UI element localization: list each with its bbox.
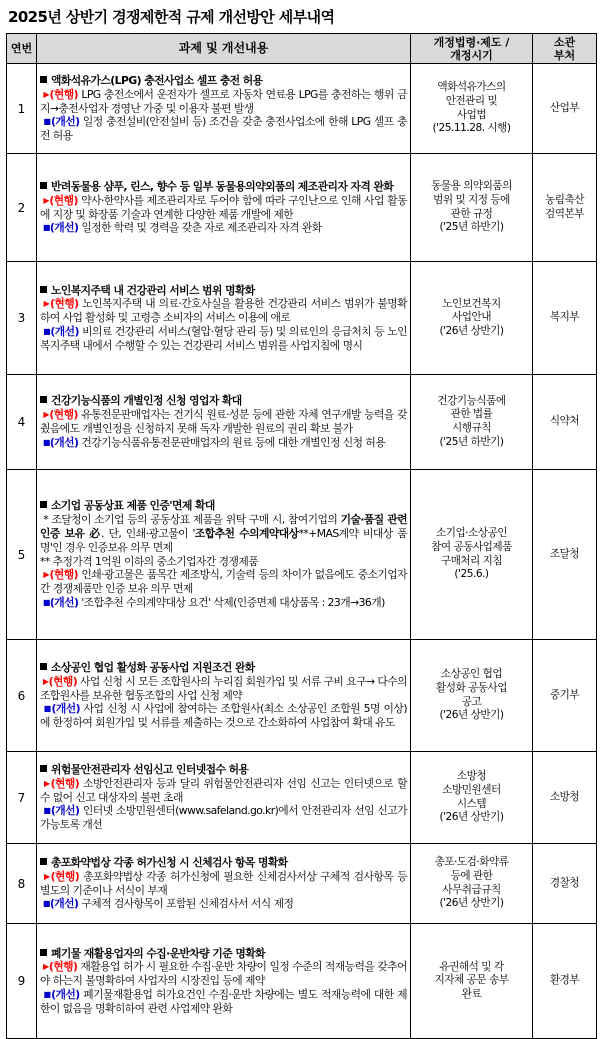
task-improve: ■(개선) 건강기능식품유통전문판매업자의 원료 등에 대한 개별인정 신청 허용 bbox=[42, 435, 386, 449]
square-bullet-icon: ■ bbox=[43, 806, 51, 816]
task-cell bbox=[37, 154, 411, 262]
table-row bbox=[7, 752, 597, 844]
dept-cell: 복지부 bbox=[533, 262, 597, 375]
task-current: ▶(현행) 약사·한약사를 제조관리자로 두어야 함에 따라 구인난으로 인해 사업 활동에 지장 및 화장품 기술과 연계한 다양한 제품 개발에 제한 bbox=[40, 193, 407, 221]
task-improve: ■(개선) '조합추천 수의계약대상 요건' 삭제(인증면제 대상품목 : 23개→36개) bbox=[42, 595, 385, 609]
table-row bbox=[7, 154, 597, 262]
table-row bbox=[7, 375, 597, 470]
law-cell: 건강기능식품에 관한 법률 시행규칙 ('25년 하반기) bbox=[411, 375, 533, 470]
header-dept: 소관 부처 bbox=[533, 34, 597, 64]
triangle-bullet-icon: ▶ bbox=[43, 962, 49, 972]
row-number: 7 bbox=[7, 752, 37, 844]
square-bullet-icon bbox=[40, 396, 47, 403]
task-current: ▶(현행) 인쇄·광고물은 품목간 제조방식, 기술력 등의 차이가 없음에도 중소기업자 간 경쟁제품만 인증 보유 의무 면제 bbox=[40, 568, 407, 596]
triangle-bullet-icon: ▶ bbox=[43, 570, 50, 580]
header-law: 개정법령·제도 / 개정시기 bbox=[411, 34, 533, 64]
task-title: 폐기물 재활용업자의 수집·운반차량 기준 명확화 bbox=[40, 947, 407, 961]
task-improve: ■(개선) 비의료 건강관리 서비스(혈압·혈당 관리 등) 및 의료인의 응급처치 등 노인복지주택 내에서 수행할 수 있는 건강관리 서비스 범위를 사업지침에 명시 bbox=[40, 324, 407, 352]
law-cell: 동물용 의약외품의 범위 및 지정 등에 관한 규정 ('25년 하반기) bbox=[411, 154, 533, 262]
square-bullet-icon bbox=[40, 182, 47, 189]
dept-cell: 산업부 bbox=[533, 64, 597, 154]
task-current: ▶(현행) 사업 신청 시 모든 조합원사의 누리집 회원가입 및 서류 구비 요구→ 다수의 조합원사를 보유한 협동조합의 사업 신청 제약 bbox=[40, 674, 408, 702]
row-number: 8 bbox=[7, 844, 37, 924]
square-bullet-icon: ■ bbox=[43, 117, 51, 127]
row-number: 3 bbox=[7, 262, 37, 375]
square-bullet-icon: ■ bbox=[43, 704, 52, 714]
task-improve: ■(개선) 사업 신청 시 사업에 참여하는 조합원사(최소 소상공인 조합원 5명 이상)에 한정하여 회원가입 및 서류를 제출하는 것으로 간소화하여 사업참여 확대 유도 bbox=[40, 702, 407, 730]
square-bullet-icon: ■ bbox=[42, 223, 50, 233]
task-note: * 조달청이 소기업 등의 공동상표 제품을 위탁 구매 시, 참여기업의 기술·품질 관련 인증 보유 必. 단, 인쇄·광고물이 '조합추천 수의계약대상**+MAS계약 비대상 품명'인 경우 인증보유 의무 면제 bbox=[40, 513, 407, 554]
task-cell bbox=[37, 64, 411, 154]
table-row bbox=[7, 640, 597, 752]
square-bullet-icon: ■ bbox=[43, 989, 52, 999]
dept-cell: 농림축산 검역본부 bbox=[533, 154, 597, 262]
triangle-bullet-icon: ▶ bbox=[43, 89, 50, 99]
square-bullet-icon: ■ bbox=[43, 326, 51, 336]
square-bullet-icon bbox=[40, 765, 47, 772]
triangle-bullet-icon: ▶ bbox=[43, 195, 50, 205]
dept-cell: 소방청 bbox=[533, 752, 597, 844]
square-bullet-icon: ■ bbox=[42, 437, 50, 447]
task-title: 건강기능식품의 개별인정 신청 영업자 확대 bbox=[40, 394, 407, 408]
task-cell bbox=[37, 844, 411, 924]
task-current: ▶(현행) 재활용업 허가 시 필요한 수집·운반 차량이 일정 수준의 적재능력을 갖추어야 하는지 불명확하여 사업자의 시장진입 등에 제약 bbox=[40, 960, 407, 988]
task-current: ▶(현행) 소방안전관리자 등과 달리 위험물안전관리자 선임 신고는 인터넷으로 할 수 없어 신고 대상자의 불편 초래 bbox=[40, 776, 407, 804]
table-header-row bbox=[7, 34, 597, 64]
law-cell: 유권해석 및 각 지자체 공문 송부 완료 bbox=[411, 924, 533, 1039]
row-number: 5 bbox=[7, 470, 37, 640]
task-title: 반려동물용 샴푸, 린스, 향수 등 일부 동물용의약외품의 제조관리자 자격 완화 bbox=[40, 180, 407, 194]
task-title: 노인복지주택 내 건강관리 서비스 범위 명확화 bbox=[40, 284, 407, 298]
task-cell bbox=[37, 262, 411, 375]
square-bullet-icon bbox=[40, 663, 47, 670]
table-row bbox=[7, 924, 597, 1039]
table-row bbox=[7, 470, 597, 640]
task-current: ▶(현행) LPG 충전소에서 운전자가 셀프로 자동차 연료용 LPG를 충전하는 행위 금지→충전사업자 경영난 가중 및 이용자 불편 발생 bbox=[40, 87, 408, 115]
document-title: 2025년 상반기 경쟁제한적 규제 개선방안 세부내역 bbox=[8, 8, 335, 26]
table-row bbox=[7, 262, 597, 375]
law-cell: 총포·도검·화약류 등에 관한 사무취급규칙 ('26년 상반기) bbox=[411, 844, 533, 924]
square-bullet-icon bbox=[40, 858, 47, 865]
task-improve: ■(개선) 일정한 학력 및 경력을 갖춘 자로 제조관리자 자격 완화 bbox=[42, 221, 322, 235]
task-title: 총포화약법상 각종 허가신청 시 신체검사 항목 명확화 bbox=[40, 856, 407, 870]
square-bullet-icon bbox=[40, 949, 47, 956]
task-cell bbox=[37, 470, 411, 640]
task-current: ▶(현행) 총포화약법상 각종 허가신청에 필요한 신체검사서상 구체적 검사항목 등 별도의 기준이나 서식이 부재 bbox=[40, 869, 407, 897]
header-task: 과제 및 개선내용 bbox=[37, 34, 411, 64]
dept-cell: 식약처 bbox=[533, 375, 597, 470]
law-cell: 액화석유가스의 안전관리 및 사업법 ('25.11.28. 시행) bbox=[411, 64, 533, 154]
row-number: 9 bbox=[7, 924, 37, 1039]
square-bullet-icon bbox=[40, 76, 47, 83]
square-bullet-icon bbox=[40, 286, 47, 293]
table-row bbox=[7, 64, 597, 154]
triangle-bullet-icon: ▶ bbox=[43, 778, 51, 788]
task-improve: ■(개선) 구체적 검사항목이 포함된 신체검사서 서식 제정 bbox=[42, 897, 294, 911]
law-cell: 소상공인 협업 활성화 공동사업 공고 ('26년 상반기) bbox=[411, 640, 533, 752]
dept-cell: 환경부 bbox=[533, 924, 597, 1039]
dept-cell: 중기부 bbox=[533, 640, 597, 752]
row-number: 6 bbox=[7, 640, 37, 752]
task-cell bbox=[37, 924, 411, 1039]
task-title: 소기업 공동상표 제품 인증'면제 확대 bbox=[40, 499, 407, 513]
square-bullet-icon: ■ bbox=[42, 899, 50, 909]
dept-cell: 조달청 bbox=[533, 470, 597, 640]
task-improve: ■(개선) 인터넷 소방민원센터(www.safeland.go.kr)에서 안전관리자 선임 신고가 가능토록 개선 bbox=[40, 804, 408, 832]
task-cell bbox=[37, 752, 411, 844]
task-current: ▶(현행) 유통전문판매업자는 건기식 원료·성분 등에 관한 자체 연구개발 능력을 갖췄음에도 개별인정을 신청하지 못해 독자 개발한 원료의 권리 확보 불가 bbox=[40, 408, 407, 435]
task-cell bbox=[37, 375, 411, 470]
task-current: ▶(현행) 노인복지주택 내 의료·간호사실을 활용한 건강관리 서비스 범위가 불명확하여 사업 활성화 및 고령층 소비자의 서비스 이용에 애로 bbox=[40, 297, 408, 325]
law-cell: 노인보건복지 사업안내 ('26년 상반기) bbox=[411, 262, 533, 375]
task-title: 소상공인 협업 활성화 공동사업 지원조건 완화 bbox=[40, 661, 407, 675]
square-bullet-icon bbox=[40, 501, 47, 508]
row-number: 1 bbox=[7, 64, 37, 154]
task-improve: ■(개선) 폐기물재활용업 허가요건인 수집·운반 차량에는 별도 적재능력에 대한 제한이 없음을 명확히하여 관련 사업제약 완화 bbox=[40, 987, 408, 1015]
task-title: 액화석유가스(LPG) 충전사업소 셀프 충전 허용 bbox=[40, 74, 407, 88]
row-number: 4 bbox=[7, 375, 37, 470]
triangle-bullet-icon: ▶ bbox=[43, 299, 51, 309]
dept-cell: 경찰청 bbox=[533, 844, 597, 924]
task-footnote: ** 추정가격 1억원 이하의 중소기업자간 경쟁제품 bbox=[40, 554, 259, 568]
regulation-table bbox=[6, 33, 597, 1039]
law-cell: 소기업·소상공인 참여 공동사업제품 구매처리 지침 ('25.6.) bbox=[411, 470, 533, 640]
triangle-bullet-icon: ▶ bbox=[43, 410, 50, 420]
task-title: 위험물안전관리자 선임신고 인터넷접수 허용 bbox=[40, 763, 407, 777]
triangle-bullet-icon: ▶ bbox=[42, 676, 49, 686]
header-num: 연번 bbox=[7, 34, 37, 64]
task-improve: ■(개선) 일정 충전설비(안전설비 등) 조건을 갖춘 충전사업소에 한해 LPG 셀프 충전 허용 bbox=[40, 115, 407, 143]
law-cell: 소방청 소방민원센터 시스템 ('26년 상반기) bbox=[411, 752, 533, 844]
task-cell bbox=[37, 640, 411, 752]
square-bullet-icon: ■ bbox=[42, 597, 50, 607]
table-row bbox=[7, 844, 597, 924]
triangle-bullet-icon: ▶ bbox=[43, 871, 51, 881]
row-number: 2 bbox=[7, 154, 37, 262]
